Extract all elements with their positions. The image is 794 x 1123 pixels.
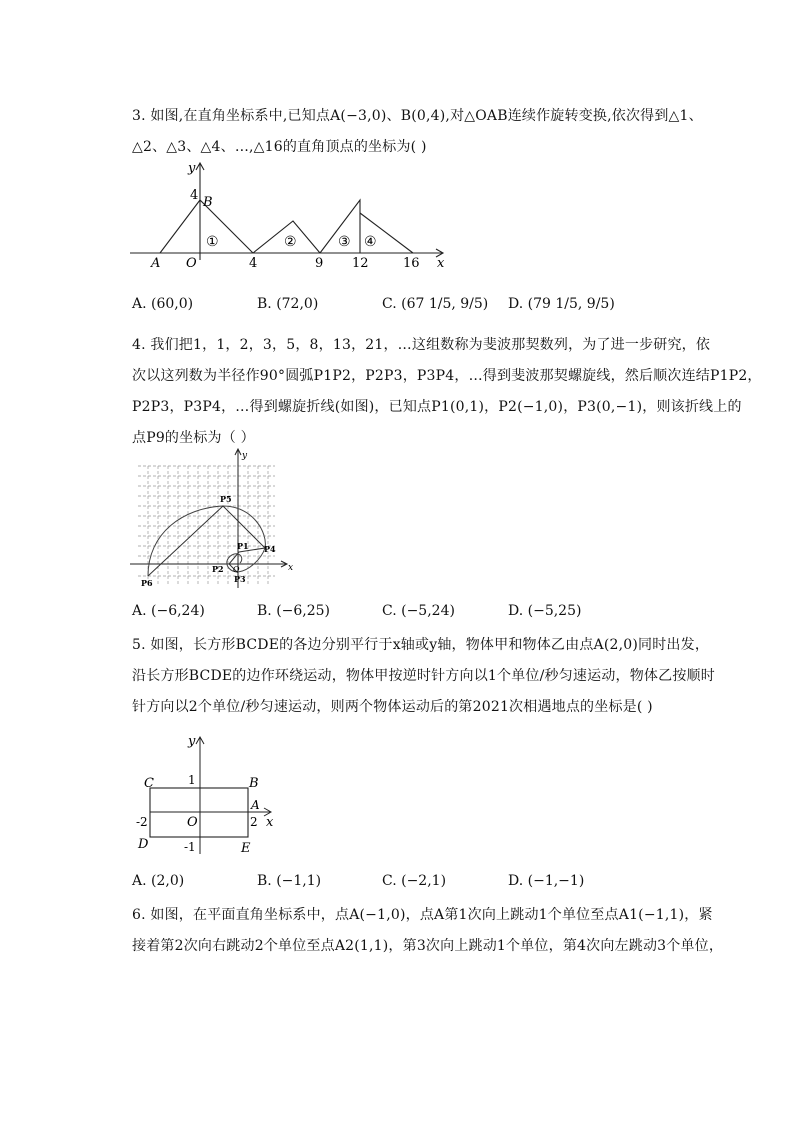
q3-triangle-2: ②	[284, 234, 297, 250]
q3-triangle-4: ④	[364, 234, 377, 250]
q3-origin-o: O	[186, 256, 197, 270]
q3-triangle-1: ①	[206, 234, 219, 250]
q3-y-axis-label: y	[188, 161, 196, 176]
q4-options	[132, 603, 692, 623]
q5-tick-minus2: -2	[136, 815, 148, 829]
q4-point-p3: P3	[234, 574, 246, 584]
q4-x-axis-label: x	[288, 563, 294, 573]
q5-tick-1: 1	[188, 773, 196, 787]
q6-text-line1: 6. 如图，在平面直角坐标系中，点A(−1,0)，点A第1次向上跳动1个单位至点A1(−1,1)，紧	[132, 907, 713, 923]
q6-text-line2: 接着第2次向右跳动2个单位至点A2(1,1)，第3次向上跳动1个单位，第4次向左跳动3个单位，	[132, 938, 724, 954]
q3-options	[132, 296, 692, 316]
q5-x-axis-label: x	[266, 815, 274, 830]
q4-y-axis-label: y	[242, 451, 248, 461]
q5-origin-o: O	[187, 815, 198, 830]
q4-option-c[interactable]: C. (−5,24)	[382, 603, 455, 619]
q4-text-line4: 点P9的坐标为（ ）	[132, 430, 255, 446]
q5-text-line1: 5. 如图，长方形BCDE的各边分别平行于x轴或y轴，物体甲和物体乙由点A(2,0)同时出发，	[132, 637, 710, 653]
q5-y-axis-label: y	[188, 734, 196, 749]
q4-point-p2: P2	[212, 564, 224, 574]
q3-x-axis-label: x	[437, 256, 445, 270]
q5-figure	[130, 730, 280, 858]
q4-option-a[interactable]: A. (−6,24)	[132, 603, 205, 619]
q4-figure	[128, 448, 296, 590]
q4-point-p4: P4	[264, 544, 276, 554]
q5-option-a[interactable]: A. (2,0)	[132, 873, 185, 889]
q4-text-line2: 次以这列数为半径作90°圆弧P1P2，P2P3，P3P4，…得到斐波那契螺旋线，然后顺次连结P1P2，	[132, 368, 762, 384]
q5-option-c[interactable]: C. (−2,1)	[382, 873, 447, 889]
q5-tick-2: 2	[250, 815, 258, 829]
q5-text-line3: 针方向以2个单位/秒匀速运动，则两个物体运动后的第2021次相遇地点的坐标是( )	[132, 699, 653, 715]
q4-origin-o: O	[233, 565, 240, 574]
q5-option-d[interactable]: D. (−1,−1)	[508, 873, 585, 889]
q3-point-b: B	[203, 195, 213, 210]
q4-text-line3: P2P3，P3P4，…得到螺旋折线(如图)，已知点P1(0,1)，P2(−1,0)，P3(0,−1)，则该折线上的	[132, 399, 742, 415]
q4-option-d[interactable]: D. (−5,25)	[508, 603, 582, 619]
q3-option-c[interactable]: C. (67 1/5, 9/5)	[382, 296, 489, 312]
q3-tick-16: 16	[403, 256, 420, 270]
q5-option-b[interactable]: B. (−1,1)	[257, 873, 322, 889]
q5-point-c: C	[144, 776, 154, 791]
q3-tick-y4: 4	[190, 188, 199, 203]
q4-text-line1: 4. 我们把1，1，2，3，5，8，13，21，…这组数称为斐波那契数列，为了进一步研究，依	[132, 337, 711, 353]
q3-tick-9: 9	[315, 256, 324, 270]
q3-tick-12: 12	[352, 256, 369, 270]
q3-option-d[interactable]: D. (79 1/5, 9/5)	[508, 296, 615, 312]
q3-triangle-3: ③	[338, 234, 351, 250]
q3-figure	[130, 160, 450, 270]
q4-point-p1: P1	[237, 541, 249, 551]
q3-option-a[interactable]: A. (60,0)	[132, 296, 194, 312]
q3-point-a: A	[151, 256, 161, 270]
q3-text-line1: 3. 如图,在直角坐标系中,已知点A(−3,0)、B(0,4),对△OAB连续作旋转变换,依次得到△1、	[132, 108, 703, 124]
q5-point-e: E	[241, 841, 251, 856]
q3-tick-4: 4	[249, 256, 258, 270]
q5-text-line2: 沿长方形BCDE的边作环绕运动，物体甲按逆时针方向以1个单位/秒匀速运动，物体乙按顺时	[132, 668, 715, 684]
q5-point-d: D	[138, 837, 149, 852]
q4-point-p5: P5	[220, 494, 232, 504]
q5-tick-minus1: -1	[184, 840, 196, 854]
q4-option-b[interactable]: B. (−6,25)	[257, 603, 331, 619]
q3-text-line2: △2、△3、△4、…,△16的直角顶点的坐标为( )	[132, 139, 427, 155]
q5-point-a: A	[251, 798, 260, 812]
q4-point-p6: P6	[141, 578, 153, 588]
q5-point-b: B	[249, 776, 259, 791]
q5-options	[132, 873, 692, 893]
q3-option-b[interactable]: B. (72,0)	[257, 296, 319, 312]
